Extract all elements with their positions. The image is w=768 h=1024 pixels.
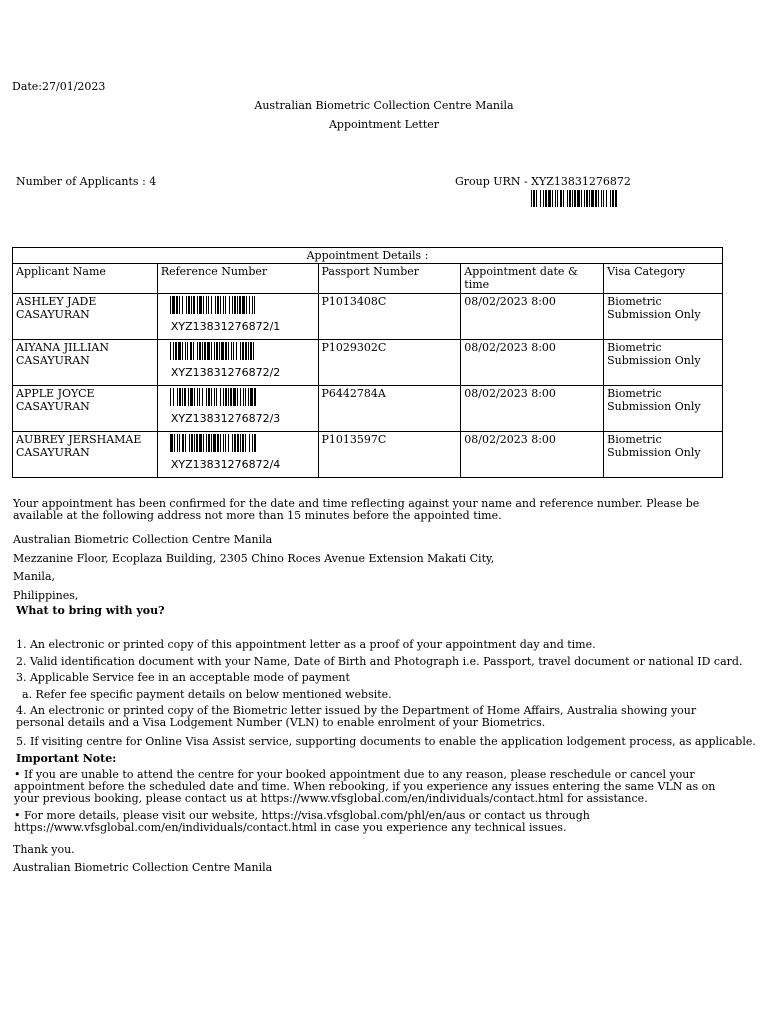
- reference-barcode: [170, 388, 257, 406]
- reference-cell: [157, 432, 318, 478]
- applicant-name: AIYANA JILLIAN CASAYURAN: [13, 340, 158, 386]
- reference-cell: [157, 294, 318, 340]
- bring-item: 1. An electronic or printed copy of this appointment letter as a proof of your appointment day and time.: [16, 638, 596, 651]
- table-row: [13, 386, 723, 432]
- column-header: Passport Number: [318, 264, 461, 294]
- bring-item: 5. If visiting centre for Online Visa Assist service, supporting documents to enable the application lodgement process, as applicable.: [16, 735, 756, 748]
- what-to-bring-heading: What to bring with you?: [16, 604, 165, 617]
- reference-number: XYZ13831276872/3: [170, 412, 281, 425]
- address-line: Manila,: [13, 570, 55, 583]
- reference-number: XYZ13831276872/4: [170, 458, 281, 471]
- centre-name-heading: Australian Biometric Collection Centre Manila: [254, 99, 514, 112]
- barcode-bar: [254, 342, 257, 360]
- column-header: Appointment date & time: [461, 264, 604, 294]
- address-line: Philippines,: [13, 589, 79, 602]
- important-note-heading: Important Note:: [16, 752, 117, 765]
- table-title: Appointment Details :: [13, 248, 723, 264]
- passport-number: P1013597C: [318, 432, 461, 478]
- barcode-bar: [617, 190, 618, 207]
- reference-barcode: [170, 434, 257, 452]
- address-line: Mezzanine Floor, Ecoplaza Building, 2305 Chino Roces Avenue Extension Makati City,: [13, 552, 495, 565]
- bring-item: 2. Valid identification document with your Name, Date of Birth and Photograph i.e. Passport, travel document or national ID card.: [16, 655, 743, 668]
- bring-subitem: a. Refer fee specific payment details on below mentioned website.: [22, 688, 392, 701]
- bring-item: 4. An electronic or printed copy of the Biometric letter issued by the Department of Home Affairs, Australia showing your personal details and a Visa Lodgement Number (VLN) to enable enrolment of your Biometrics.: [16, 704, 697, 729]
- visa-category: Biometric Submission Only: [604, 294, 723, 340]
- reference-barcode: [170, 296, 257, 314]
- barcode-bar: [256, 388, 257, 406]
- visa-category: Biometric Submission Only: [604, 432, 723, 478]
- reference-barcode: [170, 342, 257, 360]
- column-header: Reference Number: [157, 264, 318, 294]
- appointment-datetime: 08/02/2023 8:00: [461, 386, 604, 432]
- barcode-bar: [256, 434, 257, 452]
- letter-title: Appointment Letter: [328, 118, 440, 131]
- column-header: Applicant Name: [13, 264, 158, 294]
- number-of-applicants: Number of Applicants : 4: [16, 175, 157, 188]
- table-header-row: [13, 264, 723, 294]
- passport-number: P6442784A: [318, 386, 461, 432]
- address-line: Australian Biometric Collection Centre Manila: [13, 533, 273, 546]
- appointment-datetime: 08/02/2023 8:00: [461, 294, 604, 340]
- bring-item: 3. Applicable Service fee in an acceptable mode of payment: [16, 671, 350, 684]
- group-urn-barcode: [531, 190, 618, 207]
- important-note-item: • For more details, please visit our website, https://visa.vfsglobal.com/phl/en/aus or contact us through https://www.vfsglobal.com/en/individuals/contact.html in case you experience any technical issues.: [14, 809, 590, 834]
- signature-centre-name: Australian Biometric Collection Centre Manila: [13, 861, 273, 874]
- visa-category: Biometric Submission Only: [604, 386, 723, 432]
- important-note-item: • If you are unable to attend the centre for your booked appointment due to any reason, please reschedule or cancel your appointment before the scheduled date and time. When rebooking, if you experience any issues entering the same VLN as on your previous booking, please contact us at https://www.vfsglobal.com/en/individuals/contact.html for assistance.: [14, 768, 716, 805]
- applicant-name: AUBREY JERSHAMAE CASAYURAN: [13, 432, 158, 478]
- letter-date: Date:27/01/2023: [12, 80, 106, 93]
- column-header: Visa Category: [604, 264, 723, 294]
- appointment-datetime: 08/02/2023 8:00: [461, 340, 604, 386]
- applicant-name: ASHLEY JADE CASAYURAN: [13, 294, 158, 340]
- reference-cell: [157, 386, 318, 432]
- visa-category: Biometric Submission Only: [604, 340, 723, 386]
- appointment-datetime: 08/02/2023 8:00: [461, 432, 604, 478]
- reference-cell: [157, 340, 318, 386]
- passport-number: P1029302C: [318, 340, 461, 386]
- confirmation-paragraph: Your appointment has been confirmed for the date and time reflecting against your name and reference number. Please be available at the following address not more than 15 minutes before the appointed time.: [13, 497, 700, 522]
- table-row: [13, 294, 723, 340]
- thank-you: Thank you.: [13, 843, 75, 856]
- table-row: [13, 432, 723, 478]
- appointment-details-table: [12, 247, 723, 478]
- reference-number: XYZ13831276872/2: [170, 366, 281, 379]
- reference-number: XYZ13831276872/1: [170, 320, 281, 333]
- passport-number: P1013408C: [318, 294, 461, 340]
- barcode-bar: [255, 296, 257, 314]
- applicant-name: APPLE JOYCE CASAYURAN: [13, 386, 158, 432]
- table-row: [13, 340, 723, 386]
- group-urn: Group URN - XYZ13831276872: [455, 175, 631, 188]
